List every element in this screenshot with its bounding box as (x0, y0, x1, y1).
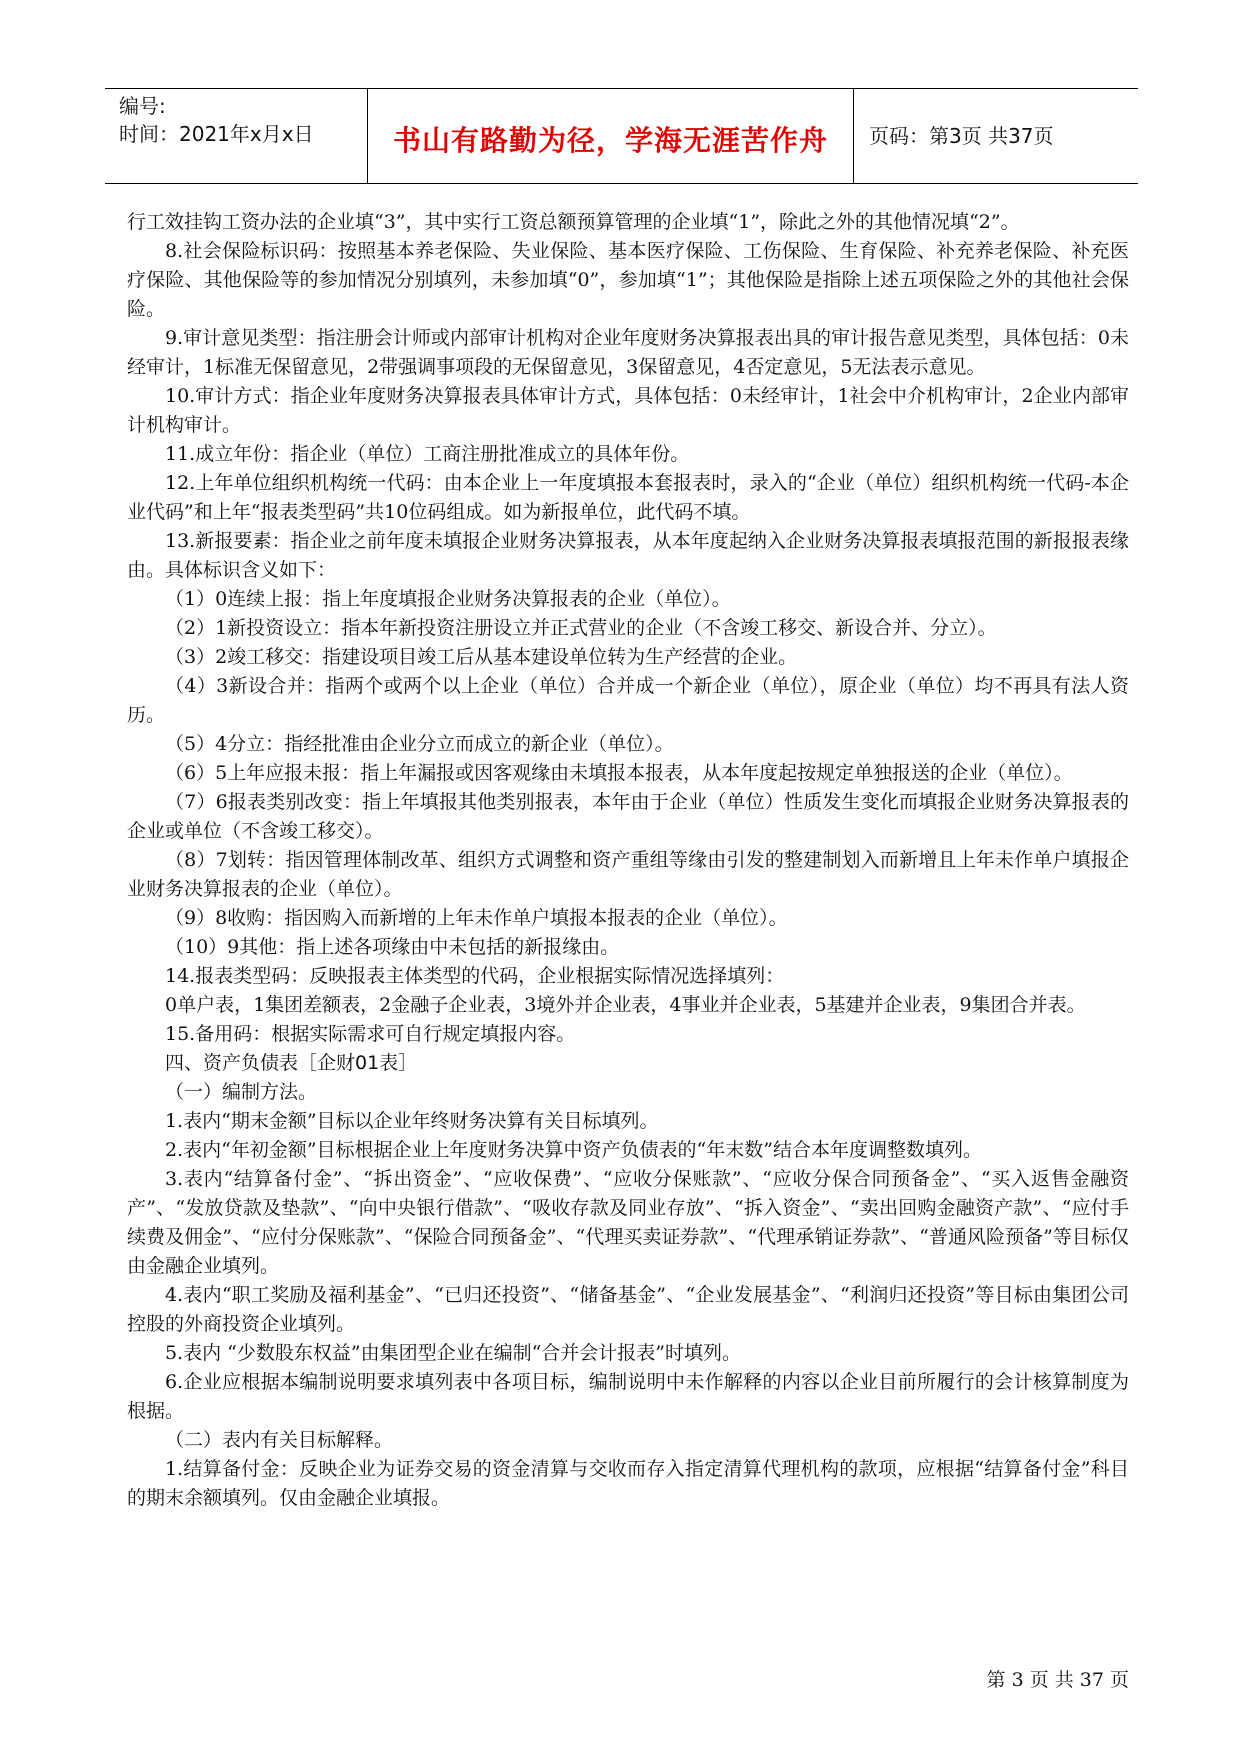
paragraph: （8）7划转：指因管理体制改革、组织方式调整和资产重组等缘由引发的整建制划入而新增且上年未作单户填报企业财务决算报表的企业（单位）。 (127, 849, 1129, 900)
paragraph: 0单户表，1集团差额表，2金融子企业表，3境外并企业表，4事业并企业表，5基建并企业表，9集团合并表。 (165, 994, 1086, 1016)
paragraph: （1）0连续上报：指上年度填报企业财务决算报表的企业（单位）。 (165, 588, 731, 610)
paragraph: （9）8收购：指因购入而新增的上年未作单户填报本报表的企业（单位）。 (165, 907, 788, 929)
paragraph: （二）表内有关目标解释。 (165, 1429, 394, 1451)
header-info-cell (105, 89, 368, 183)
paragraph: （一）编制方法。 (165, 1081, 318, 1103)
paragraph: 行工效挂钩工资办法的企业填“3”，其中实行工资总额预算管理的企业填“1”，除此之外的其他情况填“2”。 (127, 211, 1020, 233)
paragraph: 12.上年单位组织机构统一代码：由本企业上一年度填报本套报表时，录入的“企业（单位）组织机构统一代码-本企业代码”和上年“报表类型码”共10位码组成。如为新报单位，此代码不填。 (127, 472, 1129, 523)
paragraph: （7）6报表类别改变：指上年填报其他类别报表，本年由于企业（单位）性质发生变化而填报企业财务决算报表的企业或单位（不含竣工移交）。 (127, 791, 1129, 842)
paragraph: 9.审计意见类型：指注册会计师或内部审计机构对企业年度财务决算报表出具的审计报告意见类型，具体包括：0未经审计，1标准无保留意见，2带强调事项段的无保留意见，3保留意见，4否定意见，5无法表示意见。 (127, 327, 1129, 378)
paragraph: 13.新报要素：指企业之前年度未填报企业财务决算报表，从本年度起纳入企业财务决算报表填报范围的新报报表缘由。具体标识含义如下： (127, 530, 1129, 581)
paragraph: 4.表内“职工奖励及福利基金”、“已归还投资”、“储备基金”、“企业发展基金”、“利润归还投资”等目标由集团公司控股的外商投资企业填列。 (127, 1284, 1129, 1335)
paragraph: （2）1新投资设立：指本年新投资注册设立并正式营业的企业（不含竣工移交、新设合并、分立）。 (165, 617, 997, 639)
paragraph: 8.社会保险标识码：按照基本养老保险、失业保险、基本医疗保险、工伤保险、生育保险、补充养老保险、补充医疗保险、其他保险等的参加情况分别填列，未参加填“0”，参加填“1”；其他保险是指除上述五项保险之外的其他社会保险。 (127, 240, 1129, 320)
page-footer-number: 第 3 页 共 37 页 (986, 1669, 1129, 1691)
header-page-cell (855, 89, 1138, 183)
paragraph: 14.报表类型码：反映报表主体类型的代码，企业根据实际情况选择填列： (165, 965, 785, 987)
paragraph: 11.成立年份：指企业（单位）工商注册批准成立的具体年份。 (165, 443, 690, 465)
document-number-label: 编号: (119, 94, 166, 118)
paragraph: 10.审计方式：指企业年度财务决算报表具体审计方式，具体包括：0未经审计，1社会中介机构审计，2企业内部审计机构审计。 (127, 385, 1129, 436)
header-page-code: 页码：第3页 共37页 (869, 124, 1054, 148)
document-date-label: 时间：2021年x月x日 (119, 122, 314, 146)
paragraph: 2.表内“年初金额”目标根据企业上年度财务决算中资产负债表的“年末数”结合本年度调整数填列。 (165, 1139, 982, 1161)
paragraph: （4）3新设合并：指两个或两个以上企业（单位）合并成一个新企业（单位），原企业（单位）均不再具有法人资历。 (127, 675, 1129, 726)
paragraph: 1.表内“期末金额”目标以企业年终财务决算有关目标填列。 (165, 1110, 659, 1132)
paragraph: 3.表内“结算备付金”、“拆出资金”、“应收保费”、“应收分保账款”、“应收分保合同预备金”、“买入返售金融资产”、“发放贷款及垫款”、“向中央银行借款”、“吸收存款及同业存放”、“拆入资金”、“卖出回购金融资产款”、“应付手续费及佣金”、“应付分保账款”、“保险合同预备金”、“代理买卖证券款”、“代理承销证券款”、“普通风险预备”等目标仅由金融企业填列。 (127, 1168, 1129, 1277)
paragraph: （3）2竣工移交：指建设项目竣工后从基本建设单位转为生产经营的企业。 (165, 646, 798, 668)
paragraph: 6.企业应根据本编制说明要求填列表中各项目标，编制说明中未作解释的内容以企业目前所履行的会计核算制度为根据。 (127, 1371, 1129, 1422)
paragraph: 1.结算备付金：反映企业为证券交易的资金清算与交收而存入指定清算代理机构的款项，应根据“结算备付金”科目的期末余额填列。仅由金融企业填报。 (127, 1458, 1129, 1509)
header-motto-cell (368, 89, 854, 183)
paragraph: 四、资产负债表［企财01表］ (165, 1052, 418, 1074)
paragraph: 15.备用码：根据实际需求可自行规定填报内容。 (165, 1023, 576, 1045)
paragraph: （5）4分立：指经批准由企业分立而成立的新企业（单位）。 (165, 733, 674, 755)
page-header (105, 88, 1138, 184)
paragraph: （6）5上年应报未报：指上年漏报或因客观缘由未填报本报表，从本年度起按规定单独报送的企业（单位）。 (165, 762, 1073, 784)
document-body (127, 208, 1129, 1513)
paragraph: （10）9其他：指上述各项缘由中未包括的新报缘由。 (165, 936, 620, 958)
paragraph: 5.表内 “少数股东权益”由集团型企业在编制“合并会计报表”时填列。 (165, 1342, 742, 1364)
header-motto: 书山有路勤为径，学海无涯苦作舟 (392, 124, 828, 157)
